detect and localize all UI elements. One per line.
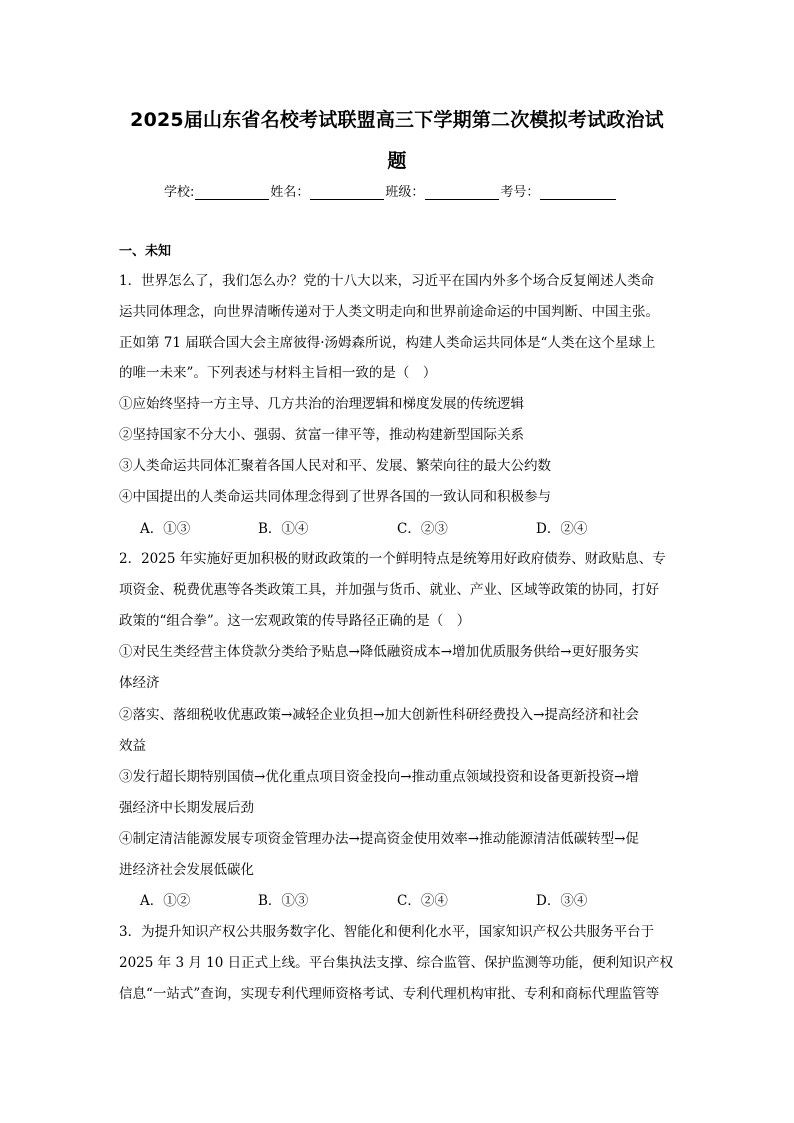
q2-option-cont: 强经济中长期发展后劲: [119, 800, 254, 816]
q1-option: ①应始终坚持一方主导、几方共治的治理逻辑和梯度发展的传统逻辑: [119, 396, 524, 412]
choice-b[interactable]: B．①④: [258, 521, 309, 537]
choice-a[interactable]: A．①③: [140, 521, 191, 537]
q1-line: 的唯一未来”。下列表述与材料主旨相一致的是（ ）: [119, 365, 437, 381]
q1-option: ③人类命运共同体汇聚着各国人民对和平、发展、繁荣向往的最大公约数: [119, 458, 551, 474]
q3-line: 2025 年 3 月 10 日正式上线。平台集执法支撑、综合监管、保护监测等功能，便利知识产权: [119, 955, 674, 971]
class-label: 班级：: [385, 185, 425, 200]
school-label: 学校:: [164, 185, 195, 200]
school-blank[interactable]: [195, 185, 269, 200]
q1-option: ④中国提出的人类命运共同体理念得到了世界各国的一致认同和积极参与: [119, 489, 551, 505]
choice-c[interactable]: C．②④: [397, 893, 448, 909]
q2-option: ①对民生类经营主体贷款分类给予贴息→降低融资成本→增加优质服务供给→更好服务实: [119, 644, 639, 660]
choice-d[interactable]: D．②④: [536, 521, 588, 537]
q2-option: ③发行超长期特别国债→优化重点项目资金投向→推动重点领域投资和设备更新投资→增: [119, 769, 639, 785]
exam-title-line-2: 题: [387, 150, 407, 172]
name-blank[interactable]: [310, 185, 384, 200]
q2-option: ④制定清洁能源发展专项资金管理办法→提高资金使用效率→推动能源清洁低碳转型→促: [119, 831, 639, 847]
q2-line: 2．2025 年实施好更加积极的财政政策的一个鲜明特点是统筹用好政府债券、财政贴息、专: [119, 551, 666, 567]
q2-line: 项资金、税费优惠等各类政策工具，并加强与货币、就业、产业、区域等政策的协同，打好: [119, 582, 659, 598]
choice-b[interactable]: B．①③: [258, 893, 309, 909]
q3-line: 信息“一站式”查询，实现专利代理师资格考试、专利代理机构审批、专利和商标代理监管等: [119, 986, 660, 1002]
q2-option-cont: 进经济社会发展低碳化: [119, 862, 254, 878]
name-label: 姓名：: [270, 185, 310, 200]
q1-line: 1．世界怎么了，我们怎么办？党的十八大以来，习近平在国内外多个场合反复阐述人类命: [119, 273, 655, 289]
student-info-row: [164, 181, 644, 200]
q1-line: 运共同体理念，向世界清晰传递对于人类文明走向和世界前途命运的中国判断、中国主张。: [119, 304, 659, 320]
q2-option: ②落实、落细税收优惠政策→减轻企业负担→加大创新性科研经费投入→提高经济和社会: [119, 707, 639, 723]
class-blank[interactable]: [425, 185, 499, 200]
exam-title-line-1: 2025届山东省名校考试联盟高三下学期第二次模拟考试政治试: [130, 109, 664, 131]
exam-number-blank[interactable]: [540, 185, 616, 200]
choice-c[interactable]: C．②③: [397, 521, 448, 537]
q2-option-cont: 效益: [119, 738, 146, 754]
q2-option-cont: 体经济: [119, 675, 160, 691]
exam-number-label: 考号：: [500, 185, 540, 200]
q1-line: 正如第 71 届联合国大会主席彼得·汤姆森所说，构建人类命运共同体是“人类在这个星球上: [119, 335, 656, 351]
q2-line: 政策的“组合拳”。这一宏观政策的传导路径正确的是（ ）: [119, 613, 471, 629]
q3-line: 3．为提升知识产权公共服务数字化、智能化和便利化水平，国家知识产权公共服务平台于: [119, 924, 655, 940]
q1-option: ②坚持国家不分大小、强弱、贫富一律平等，推动构建新型国际关系: [119, 427, 524, 443]
choice-a[interactable]: A．①②: [140, 893, 191, 909]
section-heading: 一、未知: [119, 244, 172, 259]
choice-d[interactable]: D．③④: [536, 893, 588, 909]
